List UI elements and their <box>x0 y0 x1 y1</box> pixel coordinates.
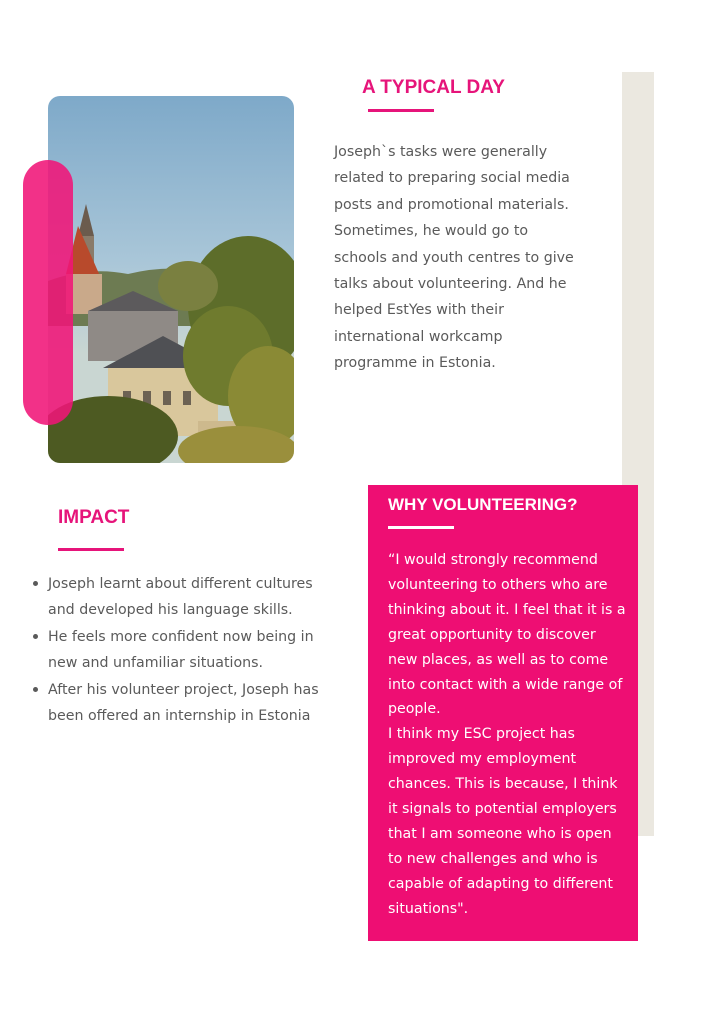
bullet-dot <box>33 634 38 639</box>
bullet-dot <box>33 687 38 692</box>
impact-list-item <box>48 624 328 677</box>
typical-day-underline <box>368 109 434 112</box>
impact-underline <box>58 548 124 551</box>
why-volunteering-underline <box>388 526 454 529</box>
impact-list-item <box>48 677 328 730</box>
impact-heading: IMPACT <box>58 507 130 528</box>
decorative-pink-pill <box>23 160 73 425</box>
why-volunteering-heading: WHY VOLUNTEERING? <box>388 495 578 514</box>
bullet-dot <box>33 581 38 586</box>
old-town-photo <box>48 96 294 463</box>
impact-item-text: Joseph learnt about different cultures and developed his language skills. <box>48 576 313 619</box>
impact-item-text: He feels more confident now being in new and unfamiliar situations. <box>48 628 314 672</box>
impact-item-text: After his volunteer project, Joseph has been offered an internship in Estonia <box>48 681 319 725</box>
old-town-photo-illustration <box>48 96 294 463</box>
impact-list-item <box>48 571 328 624</box>
why-volunteering-quote <box>388 548 628 922</box>
typical-day-heading: A TYPICAL DAY <box>362 77 505 98</box>
quote-paragraph: I think my ESC project has improved my employment chances. This is because, I think it signals to potential employers that I am someone who is open to new challenges and who is capable of adapting to different situations". <box>388 726 618 917</box>
typical-day-text: Joseph`s tasks were generally related to preparing social media posts and promotional materials. Sometimes, he would go to schools and youth centres to give talks about volunteering. And he helped EstYes with their international workcamp programme in Estonia. <box>334 144 574 372</box>
why-volunteering-box <box>368 485 638 941</box>
impact-list <box>48 571 328 729</box>
quote-paragraph: “I would strongly recommend volunteering to others who are thinking about it. I feel that it is a great opportunity to discover new places, as well as to come into contact with a wide range of people. <box>388 552 626 718</box>
